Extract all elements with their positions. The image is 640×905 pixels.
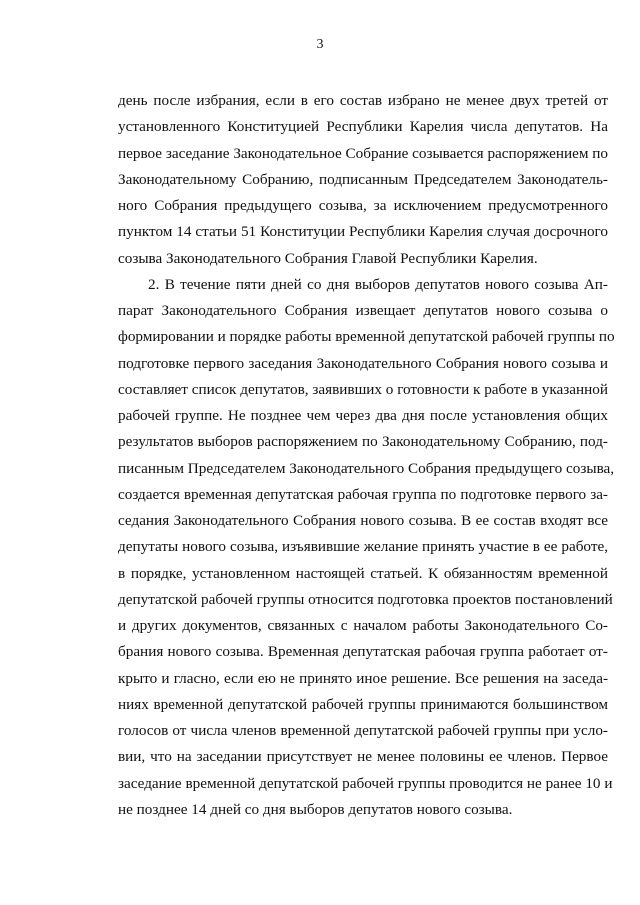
text-line: седания Законодательного Собрания нового созыва. В ее состав входят все (118, 512, 608, 529)
text-line: созыва Законодательного Собрания Главой Республики Карелия. (118, 249, 538, 267)
page-number: 3 (316, 37, 324, 52)
text-line: брания нового созыва. Временная депутатская рабочая группа работает от- (118, 643, 608, 661)
text-line: подготовке первого заседания Законодательного Собрания нового созыва и (118, 354, 608, 372)
text-line: формировании и порядке работы временной депутатской рабочей группы по (118, 328, 615, 346)
text-line: голосов от числа членов временной депутатской рабочей группы при усло- (118, 722, 608, 739)
text-line: 2. В течение пяти дней со дня выборов депутатов нового созыва Ап- (148, 275, 608, 293)
text-line: рабочей группе. Не позднее чем через два дня после установления общих (118, 407, 608, 424)
body-text (118, 88, 615, 823)
text-line: не позднее 14 дней со дня выборов депутатов нового созыва. (118, 800, 513, 818)
text-line: писанным Председателем Законодательного Собрания предыдущего созыва, (118, 459, 615, 477)
text-line: в порядке, установленном настоящей статьей. К обязанностям временной (118, 564, 608, 582)
text-line: вии, что на заседании присутствует не менее половины ее членов. Первое (118, 748, 608, 766)
text-line: первое заседание Законодательное Собрание созывается распоряжением по (118, 144, 609, 162)
text-line: составляет список депутатов, заявивших о готовности к работе в указанной (118, 380, 609, 398)
text-line: парат Законодательного Собрания извещает депутатов нового созыва о (118, 302, 608, 319)
text-line: депутатской рабочей группы относится подготовка проектов постановлений (118, 590, 613, 608)
text-line: установленного Конституцией Республики Карелия числа депутатов. На (118, 118, 608, 136)
text-line: пунктом 14 статьи 51 Конституции Республики Карелия случая досрочного (118, 223, 608, 241)
text-line: депутаты нового созыва, изъявившие желание принять участие в ее работе, (118, 538, 608, 556)
text-line: день после избрания, если в его состав избрано не менее двух третей от (118, 92, 608, 109)
text-line: создается временная депутатская рабочая группа по подготовке первого за- (118, 485, 608, 503)
text-line: ного Собрания предыдущего созыва, за исключением предусмотренного (118, 197, 608, 214)
text-line: заседание временной депутатской рабочей группы проводится не ранее 10 и (118, 774, 613, 792)
text-line: результатов выборов распоряжением по Законодательному Собранию, под- (118, 433, 608, 451)
text-line: крыто и гласно, если ею не принято иное решение. Все решения на заседа- (118, 669, 608, 687)
text-line: и других документов, связанных с началом работы Законодательного Со- (118, 617, 608, 634)
text-line: ниях временной депутатской рабочей группы принимаются большинством (118, 695, 608, 713)
text-line: Законодательному Собранию, подписанным Председателем Законодатель- (118, 170, 608, 188)
